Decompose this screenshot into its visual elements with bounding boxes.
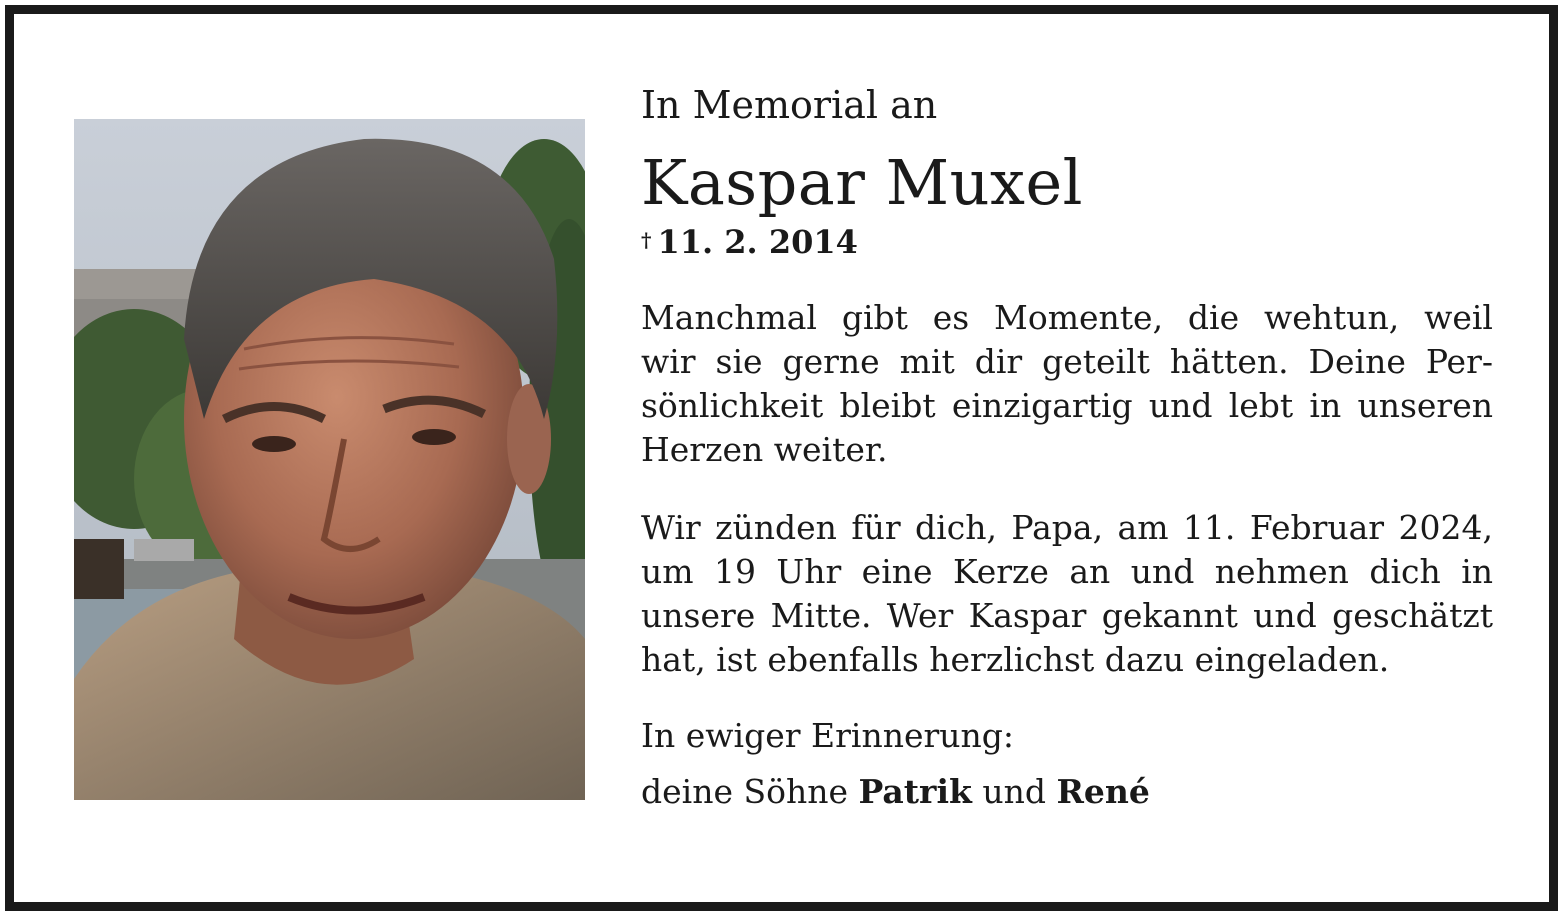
notice-text <box>641 80 1493 826</box>
closing-line: In ewiger Erinnerung: <box>641 716 1015 755</box>
son-name-1: Patrik <box>858 772 972 811</box>
paragraph-line: Manchmal gibt es Momente, die wehtun, weil <box>641 298 1493 337</box>
paragraph-line: um 19 Uhr eine Kerze an und nehmen dich in <box>641 552 1493 591</box>
signature-conj: und <box>982 772 1046 811</box>
paragraph-line: hat, ist ebenfalls herzlichst dazu eingeladen. <box>641 640 1390 679</box>
signature-line <box>641 770 1493 814</box>
portrait-image <box>74 119 585 800</box>
cross-icon: † <box>641 228 652 252</box>
paragraph-line: unsere Mitte. Wer Kaspar gekannt und geschätzt <box>641 596 1493 635</box>
portrait-photo <box>74 119 585 800</box>
paragraph-line: sönlichkeit bleibt einzigartig und lebt in unseren <box>641 386 1493 425</box>
deceased-name: Kaspar Muxel <box>641 146 1083 219</box>
death-date: 11. 2. 2014 <box>657 223 858 261</box>
paragraph-line: wir sie gerne mit dir geteilt hätten. Deine Per- <box>641 342 1493 381</box>
paragraph-memory <box>641 296 1493 472</box>
intro-heading: In Memorial an <box>641 83 938 127</box>
paragraph-invitation <box>641 506 1493 682</box>
death-date-line <box>641 224 1493 260</box>
closing-block <box>641 714 1493 814</box>
signature-prefix: deine Söhne <box>641 772 848 811</box>
son-name-2: René <box>1056 772 1150 811</box>
paragraph-line: Herzen weiter. <box>641 430 888 469</box>
paragraph-line: Wir zünden für dich, Papa, am 11. Februar 2024, <box>641 508 1493 547</box>
